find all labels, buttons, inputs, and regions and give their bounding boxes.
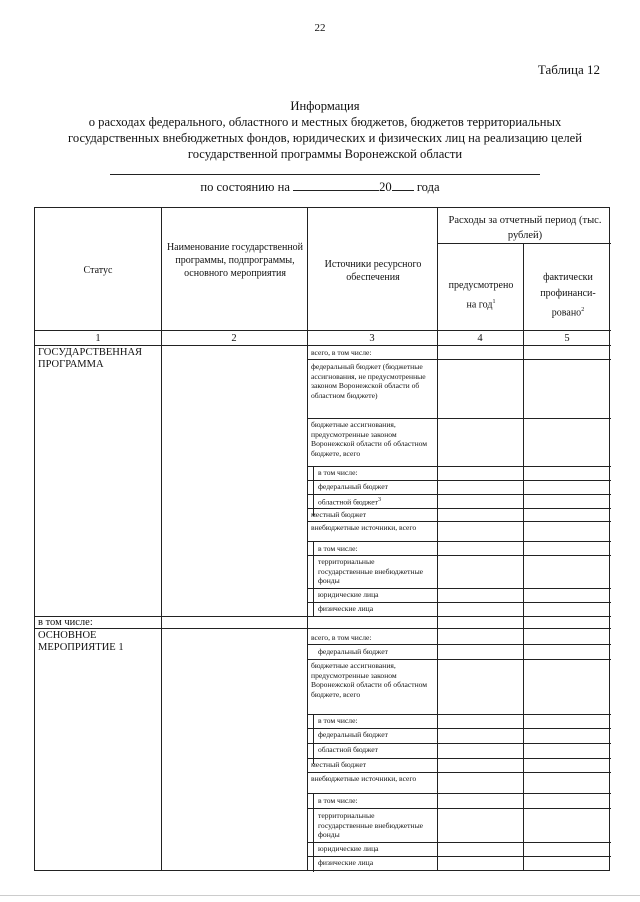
source-row: в том числе: — [318, 796, 358, 805]
col-number-4: 4 — [477, 333, 483, 344]
row-divider — [307, 856, 611, 857]
heading-line-4: государственной программы Воронежской области — [187, 147, 463, 161]
source-row: юридические лица — [318, 844, 379, 853]
header-financed-label: фактически профинанси-ровано — [540, 272, 596, 319]
date-blank — [293, 190, 379, 191]
row-divider — [307, 588, 611, 589]
indent-bar — [313, 793, 314, 872]
year-blank — [392, 190, 414, 191]
row-divider — [35, 345, 611, 346]
row-divider — [307, 359, 611, 360]
col-number-2: 2 — [231, 333, 237, 344]
source-row: областной бюджет — [318, 745, 378, 754]
row-divider — [307, 743, 611, 744]
page-bottom-edge — [0, 895, 640, 896]
source-row: всего, в том числе: — [311, 633, 372, 642]
row-divider — [35, 330, 611, 331]
source-row: территориальные государственные внебюджетные фонды — [318, 811, 424, 840]
source-row: федеральный бюджет — [318, 647, 388, 656]
expenses-table — [34, 207, 610, 871]
row-divider — [307, 808, 611, 809]
status-state-program: ГОСУДАРСТВЕННАЯ ПРОГРАММА — [38, 347, 143, 370]
row-divider — [307, 659, 611, 660]
source-row: местный бюджет — [311, 510, 367, 519]
col-divider — [161, 208, 162, 870]
status-main-activity-1: ОСНОВНОЕ МЕРОПРИЯТИЕ 1 — [38, 630, 124, 653]
indent-bar — [313, 714, 314, 764]
row-divider — [307, 714, 611, 715]
source-row: местный бюджет — [311, 760, 367, 769]
row-divider — [35, 628, 611, 629]
heading-line-2: о расходах федерального, областного и местных бюджетов, бюджетов территориальных — [88, 115, 562, 129]
page-number: 22 — [314, 22, 326, 34]
row-divider — [307, 644, 611, 645]
indent-bar — [313, 541, 314, 616]
in-total-row: в том числе: — [38, 617, 93, 628]
row-divider — [307, 508, 611, 509]
footnote-3: 3 — [378, 497, 381, 503]
source-row: в том числе: — [318, 716, 358, 725]
source-row: внебюджетные источники, всего — [311, 774, 417, 783]
row-divider — [307, 728, 611, 729]
date-prefix: по состоянию на — [200, 180, 290, 194]
source-row: федеральный бюджет — [318, 482, 388, 491]
source-row: в том числе: — [318, 544, 358, 553]
col-number-5: 5 — [564, 333, 570, 344]
header-planned-label: предусмотрено на год — [448, 280, 514, 311]
col-number-3: 3 — [369, 333, 375, 344]
heading-line-1: Информация — [290, 99, 360, 113]
col-divider — [307, 208, 308, 870]
row-divider — [307, 793, 611, 794]
source-row: федеральный бюджет (бюджетные ассигнования, не предусмотренные законом Воронежской области об областном бюджете) — [311, 362, 426, 400]
row-divider — [35, 616, 611, 617]
footnote-2: 2 — [581, 307, 585, 313]
source-row: внебюджетные источники, всего — [311, 523, 417, 532]
row-divider — [307, 480, 611, 481]
source-row: всего, в том числе: — [311, 348, 372, 357]
row-divider — [307, 602, 611, 603]
source-row: федеральный бюджет — [318, 730, 388, 739]
heading-line-3: государственных внебюджетных фондов, юридических и физических лиц на реализацию целей — [68, 131, 582, 145]
source-row: физические лица — [318, 858, 374, 867]
source-row: физические лица — [318, 604, 374, 613]
source-row-label: областной бюджет — [318, 497, 378, 507]
row-divider — [307, 521, 611, 522]
row-divider — [307, 758, 611, 759]
date-suffix: года — [416, 180, 440, 194]
col-divider — [437, 208, 438, 870]
source-row: территориальные государственные внебюджетные фонды — [318, 557, 424, 586]
source-row: бюджетные ассигнования, предусмотренные законом Воронежской области об областном бюджете, всего — [311, 420, 428, 458]
table-number: Таблица 12 — [537, 62, 600, 77]
row-divider — [307, 555, 611, 556]
header-financed — [528, 270, 608, 321]
row-divider — [307, 466, 611, 467]
row-divider — [307, 494, 611, 495]
header-expenses-group: Расходы за отчетный период (тыс. рублей) — [448, 215, 602, 241]
date-line — [0, 180, 640, 195]
row-divider — [307, 541, 611, 542]
row-divider — [307, 772, 611, 773]
header-status: Статус — [83, 265, 113, 276]
source-row — [318, 496, 381, 507]
source-row: юридические лица — [318, 590, 379, 599]
row-divider — [307, 842, 611, 843]
year-prefix: 20 — [379, 180, 392, 194]
source-row: бюджетные ассигнования, предусмотренные законом Воронежской области об областном бюджете, всего — [311, 661, 428, 699]
source-row: в том числе: — [318, 468, 358, 477]
col-number-1: 1 — [95, 333, 101, 344]
row-divider — [437, 243, 611, 244]
heading-underline — [110, 174, 540, 175]
header-planned — [443, 278, 519, 313]
header-name: Наименование государственной программы, подпрограммы, основного мероприятия — [166, 242, 304, 279]
row-divider — [307, 418, 611, 419]
document-heading — [50, 98, 600, 162]
footnote-1: 1 — [492, 299, 496, 305]
indent-bar — [313, 466, 314, 516]
header-sources: Источники ресурсного обеспечения — [324, 259, 422, 283]
